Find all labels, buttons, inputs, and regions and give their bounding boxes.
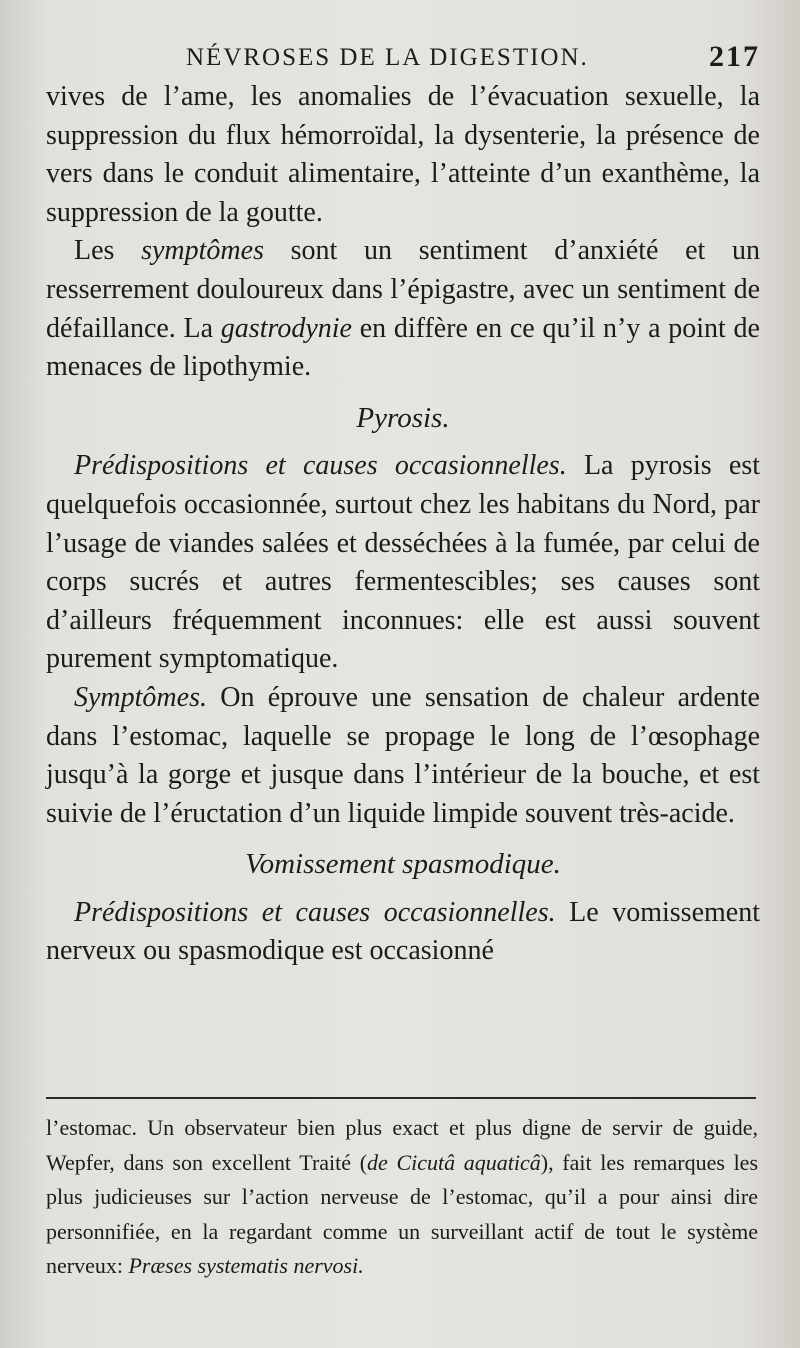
- text-run: Le vomissement nerveux ou spasmodique est occasionné: [46, 896, 760, 967]
- section-heading-vomissement: Vomissement spasmodique.: [245, 848, 561, 881]
- text-run: sont un sentiment d’anxiété et un resserrement douloureux dans l’épigastre, avec un sentiment de défaillance. La: [46, 235, 760, 344]
- text-run: On éprouve une sensation de chaleur ardente dans l’estomac, laquelle se propage le long de l’œsophage jusqu’à la gorge et jusque dans l’intérieur de la bouche, et est suivie de l’éructation d’un liquide limpide souvent très-acide.: [46, 681, 760, 829]
- page-header: [46, 40, 760, 80]
- text-run: l’estomac. Un observateur bien plus exact et plus digne de servir de guide, Wepfer, dans son excellent Traité (: [46, 1115, 758, 1175]
- paragraph-symptomes: [46, 232, 760, 386]
- footnote-divider: [46, 1097, 756, 1099]
- italic-citation: de Cicutâ aquaticâ: [367, 1149, 541, 1175]
- footnote: [46, 1111, 758, 1284]
- body-text: [46, 78, 760, 971]
- italic-run-in-heading: Prédispositions et causes occasionnelles.: [74, 896, 556, 928]
- italic-quote: Præses systematis nervosi.: [128, 1253, 364, 1278]
- paragraph-pyrosis-causes: [46, 447, 760, 679]
- text-run: ), fait les remarques les plus judicieuses sur l’action nerveuse de l’estomac, qu’il a pour ainsi dire personnifiée, en la regardant comme un surveillant actif de tout le système nerveux:: [46, 1149, 759, 1278]
- paragraph-vomissement-causes: [46, 894, 760, 971]
- running-title: NÉVROSES DE LA DIGESTION.: [186, 44, 589, 71]
- text-run: Les: [74, 235, 142, 267]
- italic-run-in-heading: Prédispositions et causes occasionnelles.: [74, 450, 567, 482]
- italic-term: gastrodynie: [220, 312, 352, 344]
- section-heading-pyrosis: Pyrosis.: [356, 401, 450, 434]
- italic-run-in-heading: Symptômes.: [74, 681, 207, 713]
- text-run: La pyrosis est quelquefois occasionnée, surtout chez les habitans du Nord, par l’usage de viandes salées et desséchées à la fumée, par celui de corps sucrés et autres fermentescibles; ses causes sont d’ailleurs fréquemment inconnues: elle est aussi souvent purement symptomatique.: [46, 450, 761, 675]
- italic-term: symptômes: [141, 235, 264, 267]
- paragraph-pyrosis-symptomes: [46, 679, 760, 833]
- text-run: en diffère en ce qu’il n’y a point de menaces de lipothymie.: [46, 312, 760, 383]
- paragraph-continuation: vives de l’ame, les anomalies de l’évacuation sexuelle, la suppression du flux hémorroïdal, la dysenterie, la présence de vers dans le conduit alimentaire, l’atteinte d’un exanthème, la suppression de la goutte.: [46, 81, 760, 228]
- page-number: 217: [709, 40, 760, 73]
- footnote-text: [46, 1111, 758, 1284]
